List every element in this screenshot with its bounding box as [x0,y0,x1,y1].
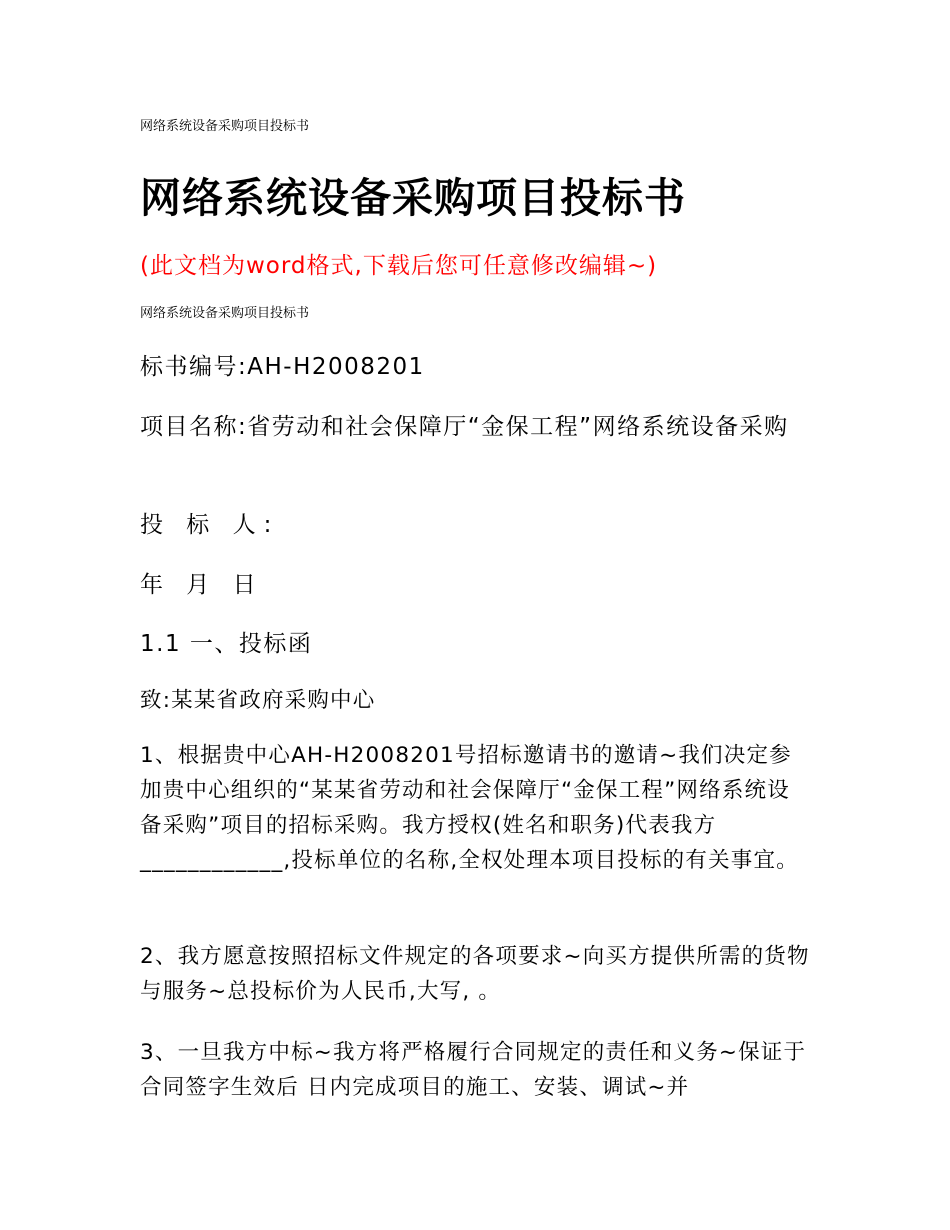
project-name: 项目名称:省劳动和社会保障厅“金保工程”网络系统设备采购 [140,414,789,440]
repeated-header: 网络系统设备采购项目投标书 [140,306,310,321]
bidder-field: 投 标 人: [140,512,280,538]
addressee: 致:某某省政府采购中心 [140,688,376,713]
date-field: 年 月 日 [140,572,264,598]
document-title: 网络系统设备采购项目投标书 [140,174,686,222]
paragraph-3: 3、一旦我方中标~我方将严格履行合同规定的责任和义务~保证于合同签字生效后 日内完成项目的施工、安装、调试~并 [140,1040,807,1100]
paragraph-2: 2、我方愿意按照招标文件规定的各项要求~向买方提供所需的货物与服务~总投标价为人民币,大写, 。 [140,944,810,1004]
running-header: 网络系统设备采购项目投标书 [140,119,310,134]
paragraph-1: 1、根据贵中心AH-H2008201号招标邀请书的邀请~我们决定参加贵中心组织的“某某省劳动和社会保障厅“金保工程”网络系统设备采购”项目的招标采购。我方授权(姓名和职务)代表我方____________,投标单位的名称,全权处理本项目投标的有关事宜。 [140,743,799,873]
format-note: (此文档为word格式,下载后您可任意修改编辑~) [140,253,658,279]
section-heading: 1.1 一、投标函 [140,631,313,657]
bid-number: 标书编号:AH-H2008201 [140,354,425,380]
